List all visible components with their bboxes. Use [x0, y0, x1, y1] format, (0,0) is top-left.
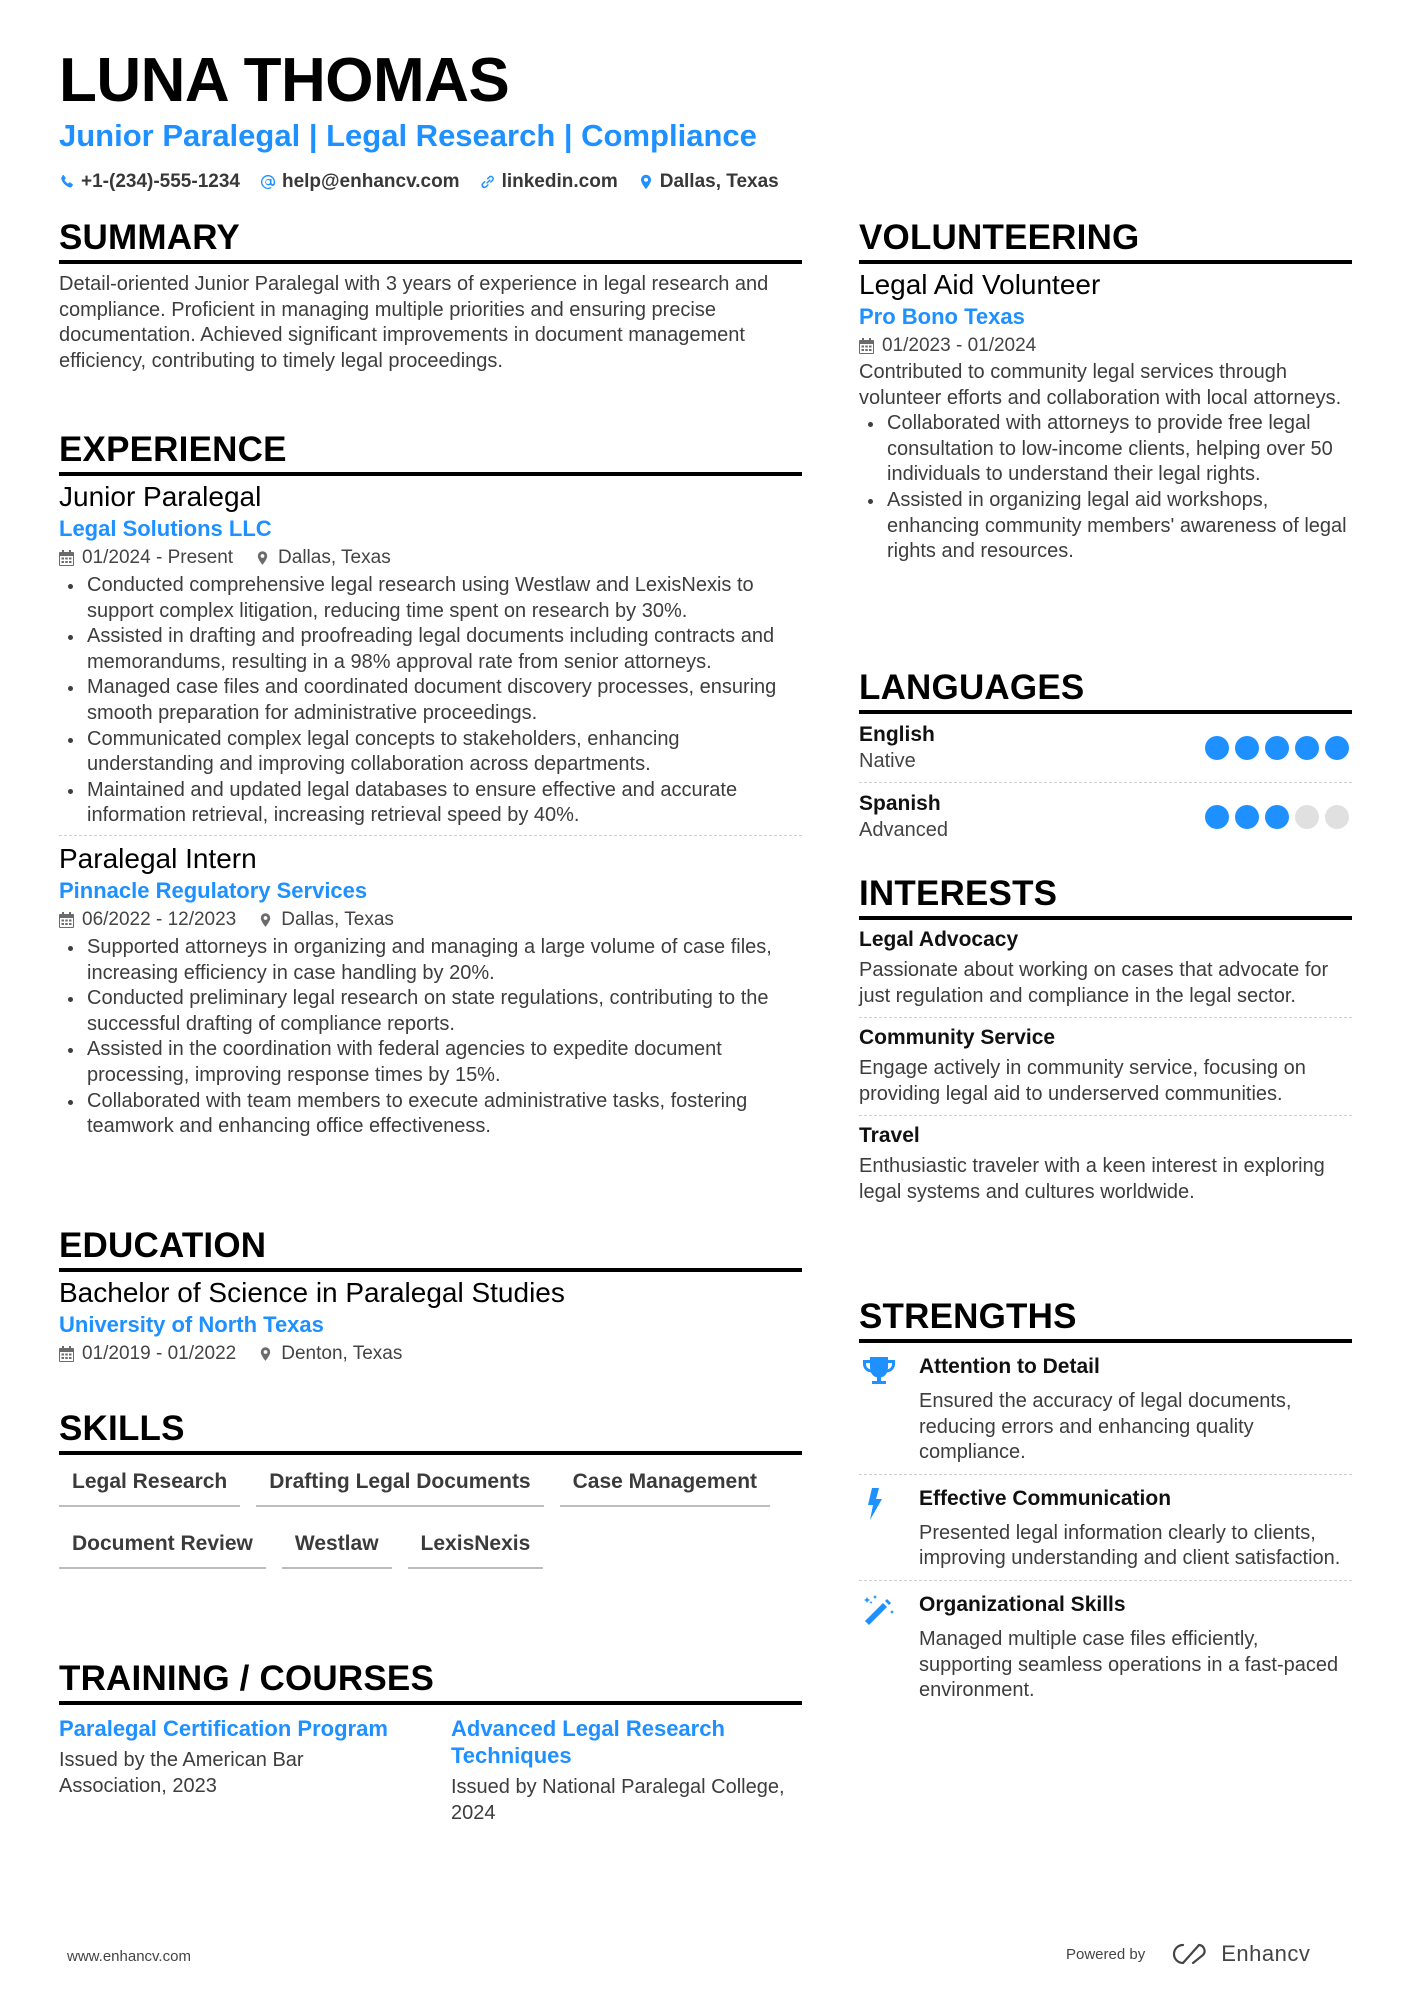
skills-section	[59, 1409, 802, 1569]
lightning-bolt-icon	[861, 1488, 897, 1520]
strength-item	[859, 1475, 1352, 1580]
section-heading-skills: SKILLS	[59, 1409, 802, 1455]
volunteer-bullets	[859, 411, 1352, 565]
education-dates: 01/2019 - 01/2022	[82, 1343, 237, 1364]
phone-text: +1-(234)-555-1234	[81, 171, 240, 192]
interest-title: Legal Advocacy	[859, 928, 1019, 951]
section-heading-volunteering: VOLUNTEERING	[859, 218, 1352, 264]
rating-dot-filled	[1265, 736, 1289, 760]
skill-tag: Drafting Legal Documents	[256, 1463, 543, 1507]
bullet-item: Collaborated with team members to execute administrative tasks, fostering teamwork and enhancing office effectiveness.	[59, 1089, 802, 1140]
strength-desc: Managed multiple case files efficiently, supporting seamless operations in a fast-paced environment.	[919, 1627, 1339, 1702]
volunteer-meta	[859, 332, 1352, 360]
contact-row	[59, 169, 779, 195]
job-location: Dallas, Texas	[281, 908, 394, 930]
training-list	[59, 1715, 802, 1826]
summary-section	[59, 218, 802, 374]
bullet-item: Assisted in the coordination with federal agencies to expedite document processing, improving response times by 15%.	[59, 1037, 802, 1088]
section-heading-experience: EXPERIENCE	[59, 430, 802, 476]
education-location: Denton, Texas	[281, 1343, 403, 1364]
skill-tag: LexisNexis	[408, 1525, 544, 1569]
volunteer-org: Pro Bono Texas	[859, 304, 1025, 329]
training-item	[451, 1715, 791, 1826]
footer-website-link[interactable]: www.enhancv.com	[67, 1948, 191, 1965]
interest-desc: Enthusiastic traveler with a keen interest in exploring legal systems and cultures worldwide.	[859, 1155, 1325, 1203]
magic-wand-icon	[861, 1594, 897, 1626]
trophy-icon	[861, 1356, 897, 1388]
enhancv-logo[interactable]	[1169, 1941, 1310, 1967]
training-desc: Issued by the American Bar Association, 2023	[59, 1749, 304, 1797]
volunteer-dates: 01/2023 - 01/2024	[882, 335, 1037, 356]
contact-phone[interactable]	[59, 169, 240, 195]
job-company: Legal Solutions LLC	[59, 516, 272, 541]
languages-section	[859, 668, 1352, 851]
location-pin-icon	[255, 550, 270, 566]
calendar-icon	[59, 550, 74, 566]
job-bullets	[59, 935, 802, 1140]
strength-item	[859, 1581, 1352, 1704]
experience-entry	[59, 480, 802, 829]
job-dates: 06/2022 - 12/2023	[82, 908, 237, 930]
email-text: help@enhancv.com	[281, 171, 460, 192]
calendar-icon	[59, 912, 74, 928]
language-level: Native	[859, 750, 916, 772]
volunteering-section	[859, 218, 1352, 565]
location-pin-icon	[258, 912, 273, 928]
bullet-item: Assisted in organizing legal aid workshops, enhancing community members' awareness of legal rights and resources.	[859, 488, 1352, 565]
strength-desc: Presented legal information clearly to clients, improving understanding and client satisfaction.	[919, 1521, 1341, 1570]
rating-dot-filled	[1295, 736, 1319, 760]
training-title: Advanced Legal Research Techniques	[451, 1716, 725, 1768]
skill-tag: Westlaw	[282, 1525, 392, 1569]
training-item	[59, 1715, 399, 1826]
interest-title: Travel	[859, 1124, 920, 1148]
bullet-item: Collaborated with attorneys to provide free legal consultation to low-income clients, helping over 50 individuals to understand their legal rights.	[859, 411, 1352, 488]
strength-desc: Ensured the accuracy of legal documents, reducing errors and enhancing quality compliance.	[919, 1390, 1292, 1464]
strength-item	[859, 1343, 1352, 1474]
skill-tag: Legal Research	[59, 1463, 240, 1507]
interest-desc: Engage actively in community service, focusing on providing legal aid to underserved communities.	[859, 1057, 1306, 1105]
summary-text: Detail-oriented Junior Paralegal with 3 years of experience in legal research and compliance. Proficient in managing multiple priorities and ensuring precise documentation. Achieved significant improvements in document management efficiency, contributing to timely legal proceedings.	[59, 273, 769, 372]
education-section	[59, 1226, 802, 1368]
interests-section	[859, 874, 1352, 1206]
contact-email[interactable]	[260, 169, 460, 195]
interest-item	[859, 920, 1352, 1017]
job-role: Junior Paralegal	[59, 481, 262, 512]
link-icon	[480, 174, 496, 190]
rating-dot-filled	[1205, 736, 1229, 760]
bullet-item: Supported attorneys in organizing and managing a large volume of case files, increasing efficiency in case handling by 20%.	[59, 935, 802, 986]
location-text: Dallas, Texas	[659, 171, 779, 192]
contact-location	[638, 169, 779, 195]
rating-dot-filled	[1235, 736, 1259, 760]
entry-divider	[59, 835, 802, 836]
education-meta	[59, 1340, 802, 1368]
job-meta	[59, 906, 802, 934]
bullet-item: Managed case files and coordinated document discovery processes, ensuring smooth preparation for administrative proceedings.	[59, 675, 802, 726]
at-icon	[260, 174, 276, 190]
bullet-item: Assisted in drafting and proofreading legal documents including contracts and memorandums, resulting in a 98% approval rate from senior attorneys.	[59, 624, 802, 675]
skills-list	[59, 1463, 802, 1569]
degree: Bachelor of Science in Paralegal Studies	[59, 1277, 565, 1308]
job-company: Pinnacle Regulatory Services	[59, 877, 368, 903]
rating-dot-filled	[1235, 805, 1259, 829]
education-entry	[59, 1276, 802, 1368]
volunteer-role: Legal Aid Volunteer	[859, 269, 1101, 300]
rating-dot-filled	[1265, 805, 1289, 829]
strengths-section	[859, 1297, 1352, 1704]
language-rating	[1205, 736, 1349, 760]
school: University of North Texas	[59, 1312, 324, 1337]
interest-title: Community Service	[859, 1026, 1056, 1050]
bullet-item: Communicated complex legal concepts to stakeholders, enhancing understanding and improving collaboration across departments.	[59, 727, 802, 778]
calendar-icon	[859, 338, 874, 354]
section-heading-education: EDUCATION	[59, 1226, 802, 1272]
footer-branding	[1066, 1941, 1310, 1967]
language-name: Spanish	[859, 792, 941, 815]
job-bullets	[59, 573, 802, 829]
strength-title: Organizational Skills	[919, 1592, 1126, 1616]
skill-tag: Case Management	[560, 1463, 770, 1507]
experience-section	[59, 430, 802, 1140]
job-role: Paralegal Intern	[59, 842, 257, 874]
interest-item	[859, 1018, 1352, 1115]
job-dates: 01/2024 - Present	[82, 547, 234, 568]
job-location: Dallas, Texas	[278, 547, 391, 568]
location-pin-icon	[638, 174, 654, 190]
language-item	[859, 714, 1352, 782]
interest-desc: Passionate about working on cases that advocate for just regulation and compliance in the legal sector.	[859, 959, 1329, 1007]
section-heading-summary: SUMMARY	[59, 218, 802, 264]
volunteer-desc: Contributed to community legal services through volunteer efforts and collaboration with local attorneys.	[859, 361, 1342, 409]
bullet-item: Conducted comprehensive legal research using Westlaw and LexisNexis to support complex litigation, reducing time spent on research by 30%.	[59, 573, 802, 624]
candidate-name: LUNA THOMAS	[59, 46, 510, 115]
section-heading-training: TRAINING / COURSES	[59, 1659, 802, 1705]
enhancv-logo-icon	[1169, 1941, 1213, 1967]
section-heading-strengths: STRENGTHS	[859, 1297, 1352, 1343]
job-meta	[59, 544, 802, 572]
strength-title: Effective Communication	[919, 1486, 1172, 1510]
powered-by-label: Powered by	[1066, 1945, 1146, 1963]
language-name: English	[859, 723, 935, 746]
rating-dot-empty	[1325, 805, 1349, 829]
training-title: Paralegal Certification Program	[59, 1716, 388, 1741]
training-section	[59, 1659, 802, 1826]
rating-dot-filled	[1205, 805, 1229, 829]
section-heading-languages: LANGUAGES	[859, 668, 1352, 714]
language-rating	[1205, 805, 1349, 829]
phone-icon	[59, 174, 75, 190]
bullet-item: Conducted preliminary legal research on state regulations, contributing to the successful drafting of compliance reports.	[59, 986, 802, 1037]
language-level: Advanced	[859, 819, 948, 841]
strength-title: Attention to Detail	[919, 1355, 1100, 1378]
language-item	[859, 783, 1352, 851]
experience-entry	[59, 842, 802, 1140]
volunteering-entry	[859, 268, 1352, 565]
rating-dot-filled	[1325, 736, 1349, 760]
rating-dot-empty	[1295, 805, 1319, 829]
bullet-item: Maintained and updated legal databases to ensure effective and accurate information retrieval, increasing retrieval speed by 40%.	[59, 778, 802, 829]
contact-linkedin[interactable]	[480, 169, 618, 195]
calendar-icon	[59, 1346, 74, 1362]
training-desc: Issued by National Paralegal College, 2024	[451, 1776, 785, 1824]
linkedin-text: linkedin.com	[501, 171, 618, 192]
interest-item	[859, 1116, 1352, 1205]
location-pin-icon	[258, 1346, 273, 1362]
skill-tag: Document Review	[59, 1525, 266, 1569]
candidate-title: Junior Paralegal | Legal Research | Compliance	[59, 118, 757, 153]
section-heading-interests: INTERESTS	[859, 874, 1352, 920]
brand-name: Enhancv	[1221, 1941, 1311, 1966]
